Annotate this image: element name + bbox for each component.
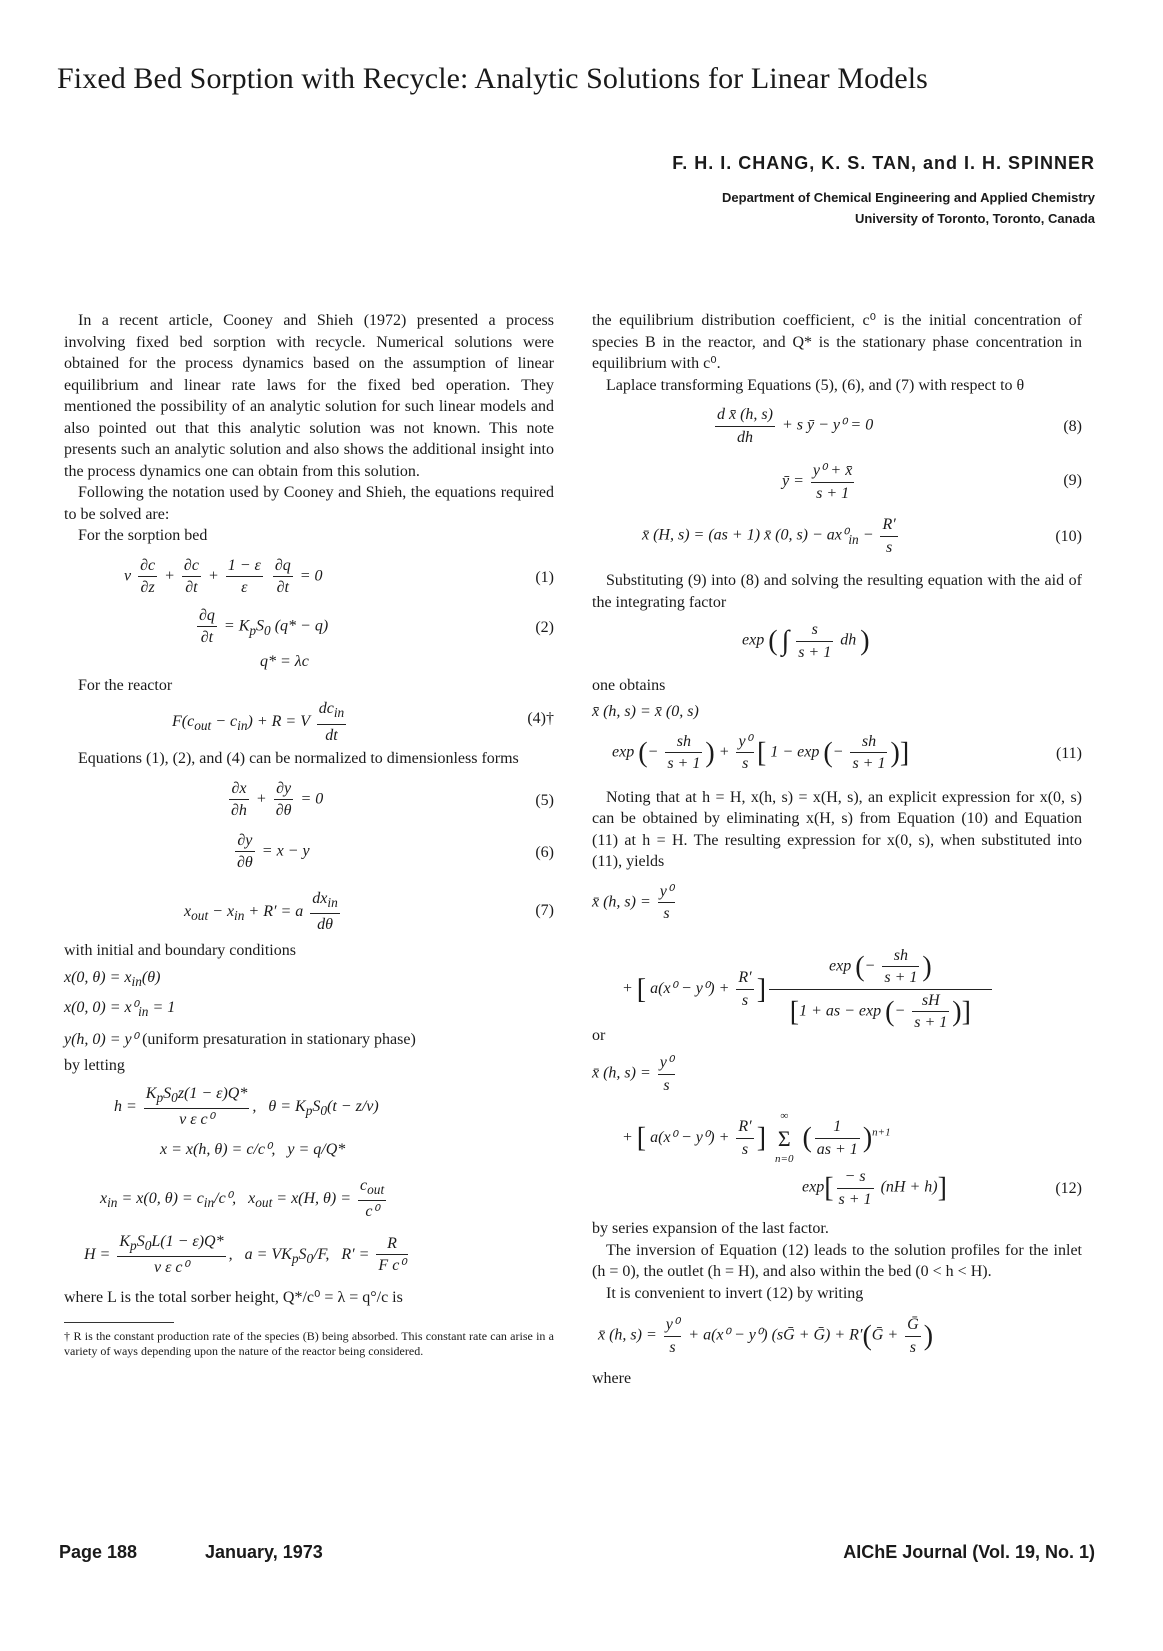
or-label: or [592, 1026, 606, 1044]
normalize-paragraph: Equations (1), (2), and (4) can be normalized to dimensionless forms [78, 750, 519, 767]
laplace-paragraph: Laplace transforming Equations (5), (6), and (7) with respect to θ [606, 376, 1025, 394]
equation-4: $F(c_{out} - c_{in}) + R = V$ $\frac{dc_{in}}{dt}$ (4)† [172, 700, 554, 744]
equation-1: v $\frac{\partial c}{\partial z}$ + $\frac{\partial c}{\partial t}$ + $\frac{1 - \varepsilon}{\varepsilon}$ $\frac{\partial q}{\partial t}$ = 0 (1) [124, 556, 554, 596]
equation-10: x̄ (H, s) = (as + 1) x̄ (0, $s) - ax^0_{in}$ − $\frac{R'}{s}$ (10) [642, 516, 1082, 556]
intro-paragraph: In a recent article, Cooney and Shieh (1972) presented a process involving fixed bed sorption with recycle. Numerical solutions were obtained for the process dynamics based on the assumption of linear equilibrium and linear rate laws for the fixed bed operation. They mentioned the possibility of an analytic solution for such linear models and also pointed out that this analytic solution was not known. This note presents such an analytic solution and also shows the additional insight into the process dynamics one can obtain from this solution. [64, 312, 554, 480]
definition-h: h = $\frac{K_pS_0z(1 - \varepsilon)Q*}{\text{v ε c⁰}}$ , $\theta = K_pS_0(t - z/v)$ [114, 1084, 379, 1129]
noting-paragraph: Noting that at h = H, x(h, s) = x(H, s), an explicit expression for x(0, s) can be obtained by eliminating x(H, s) from Equation (10) and Equation (11) at h = H. The resulting expression for x(0, s), when substituted into (11), yields [592, 788, 1082, 870]
equation-12a: x̄ (h, s) = $\frac{\text{y⁰}}{s}$ [592, 1054, 674, 1094]
equation-5: $\frac{\partial x}{\partial h}$ + $\frac{\partial y}{\partial\theta}$ = 0 (5) [231, 779, 554, 819]
notation-paragraph: Following the notation used by Cooney and Shieh, the equations required to be solved are: [64, 484, 554, 523]
equation-number: (9) [1063, 472, 1082, 489]
affiliation-line2: University of Toronto, Toronto, Canada [854, 211, 1095, 226]
equation-number: (10) [1055, 528, 1082, 545]
definition-H: H = $\frac{K_pS_0L(1 - \varepsilon)Q*}{\text{v ε c⁰}}$ , $a = VK_pS_0/F$, R′ = $\frac{R}{\text{F c⁰}}$ [84, 1232, 406, 1277]
equation-number: (6) [535, 843, 554, 861]
uniform-note: (uniform presaturation in stationary phase) [142, 1031, 416, 1048]
by-letting-label: by letting [64, 1057, 125, 1074]
right-column [592, 310, 1082, 1390]
equation-number: (2) [535, 618, 554, 636]
equation-number: (7) [535, 901, 554, 919]
condition-1: x(0, $\theta) = x_{in}(\theta)$ [64, 969, 161, 990]
equation-number: (11) [1055, 744, 1082, 762]
equation-8: $\frac{\text{d x̄ (h, s)}}{dh}$ + s ȳ − y⁰ = 0 (8) [717, 406, 1082, 446]
equation-yields-a: x̄ (h, s) = $\frac{\text{y⁰}}{s}$ [592, 882, 674, 922]
equation-yields-b: + [ a(x⁰ − y⁰) + $\frac{R'}{s}$ ] exp (− $\frac{sh}{s + 1}$ ) [1 + as − exp (− $\frac{sH}{s + 1}$ )] [592, 929, 1082, 1025]
equation-2: $\frac{\partial q}{\partial t}$ = $K_pS_0$ (q* − q) (2) [199, 606, 554, 646]
affiliation-line1: Department of Chemical Engineering and Applied Chemistry [722, 190, 1095, 205]
issue-date: January, 1973 [205, 1542, 323, 1562]
equation-inversion: x̄ (h, s) = $\frac{\text{y⁰}}{s}$ + a(x⁰ − y⁰) (sḠ + Ḡ) + R′(Ḡ + $\frac{\text{Ḡ}}{s}$ ) [598, 1316, 934, 1356]
equation-number: (5) [535, 791, 554, 809]
equation-12b: + [ a(x⁰ − y⁰) + $\frac{R'}{s}$ ] ∞ Σ n=0 ( $\frac{1}{as + 1}$ )$^{n+1}$ [622, 1110, 891, 1165]
initial-conditions-label: with initial and boundary conditions [64, 941, 296, 959]
substituting-paragraph: Substituting (9) into (8) and solving the resulting equation with the aid of the integrating factor [592, 572, 1082, 611]
definition-xin: $x_{in} = x(0$, $\theta) = c_{in}/c^0$, $x_{out} = x(H$, θ) = $\frac{c_{out}}{\text{c⁰}}$ [100, 1176, 385, 1221]
where-label: where [592, 1370, 632, 1387]
sorption-bed-label: For the sorption bed [78, 527, 208, 544]
equation-number: (1) [535, 568, 554, 586]
footnote: † R is the constant production rate of the species (B) being absorbed. This constant rate can arise in a variety of ways depending upon the nature of the reactor being considered. [64, 1329, 554, 1358]
journal-name: AIChE Journal (Vol. 19, No. 1) [843, 1542, 1095, 1562]
series-text: by series expansion of the last factor. [592, 1220, 829, 1237]
page-number: Page 188 [59, 1542, 138, 1562]
footnote-rule [64, 1322, 174, 1323]
condition-3: y(h, 0) = y⁰ (uniform presaturation in stationary phase) [64, 1031, 416, 1048]
equation-number: (12) [1055, 1180, 1082, 1197]
equation-number: (4)† [527, 710, 554, 727]
condition-2: x(0, $0) = x^0_{in} = 1$ [64, 999, 176, 1020]
affiliation [722, 187, 1095, 229]
reactor-label: For the reactor [78, 676, 173, 694]
equation-11: exp (− $\frac{sh}{s + 1}$ ) + $\frac{\text{y⁰}}{s}$ [ 1 − exp (− $\frac{sh}{s + 1}$ )] (11) [612, 732, 1082, 772]
integrating-factor: exp ( ∫ $\frac{s}{s + 1}$ dh ) [742, 621, 870, 661]
inversion-paragraph: The inversion of Equation (12) leads to the solution profiles for the inlet (h = 0), the outlet (h = H), and also within the bed (0 < h < H). [592, 1241, 1082, 1280]
equation-6: $\frac{\partial y}{\partial\theta}$ = x − y (6) [237, 831, 554, 871]
left-column [64, 310, 554, 1359]
equation-7: $x_{out} - x_{in} + R' = a$ $\frac{dx_{in}}{d\theta}$ (7) [184, 889, 554, 934]
paper-title: Fixed Bed Sorption with Recycle: Analytic Solutions for Linear Models [57, 62, 928, 95]
where-L-text: where L is the total sorber height, Q*/c⁰ = λ = q°/c is [64, 1288, 403, 1306]
definition-x: x = x(h, θ) = c/c⁰, y = q/Q* [160, 1140, 346, 1158]
equilibrium-paragraph: the equilibrium distribution coefficient, c⁰ is the initial concentration of species B in the reactor, and Q* is the stationary phase concentration in equilibrium with c⁰. [592, 312, 1082, 372]
equation-3: q* = λc [260, 652, 309, 670]
one-obtains-label: one obtains [592, 677, 666, 694]
equation-11a: x̄ (h, s) = x̄ (0, s) [592, 702, 699, 720]
convenient-paragraph: It is convenient to invert (12) by writing [606, 1284, 864, 1302]
equation-number: (8) [1063, 418, 1082, 435]
equation-9: ȳ = $\frac{\text{y⁰ + x̄}}{s + 1}$ (9) [782, 462, 1082, 502]
authors: F. H. I. CHANG, K. S. TAN, and I. H. SPINNER [672, 153, 1095, 173]
equation-12: exp[ $\frac{- s}{s + 1}$ (nH + h)] (12) [802, 1168, 1082, 1208]
